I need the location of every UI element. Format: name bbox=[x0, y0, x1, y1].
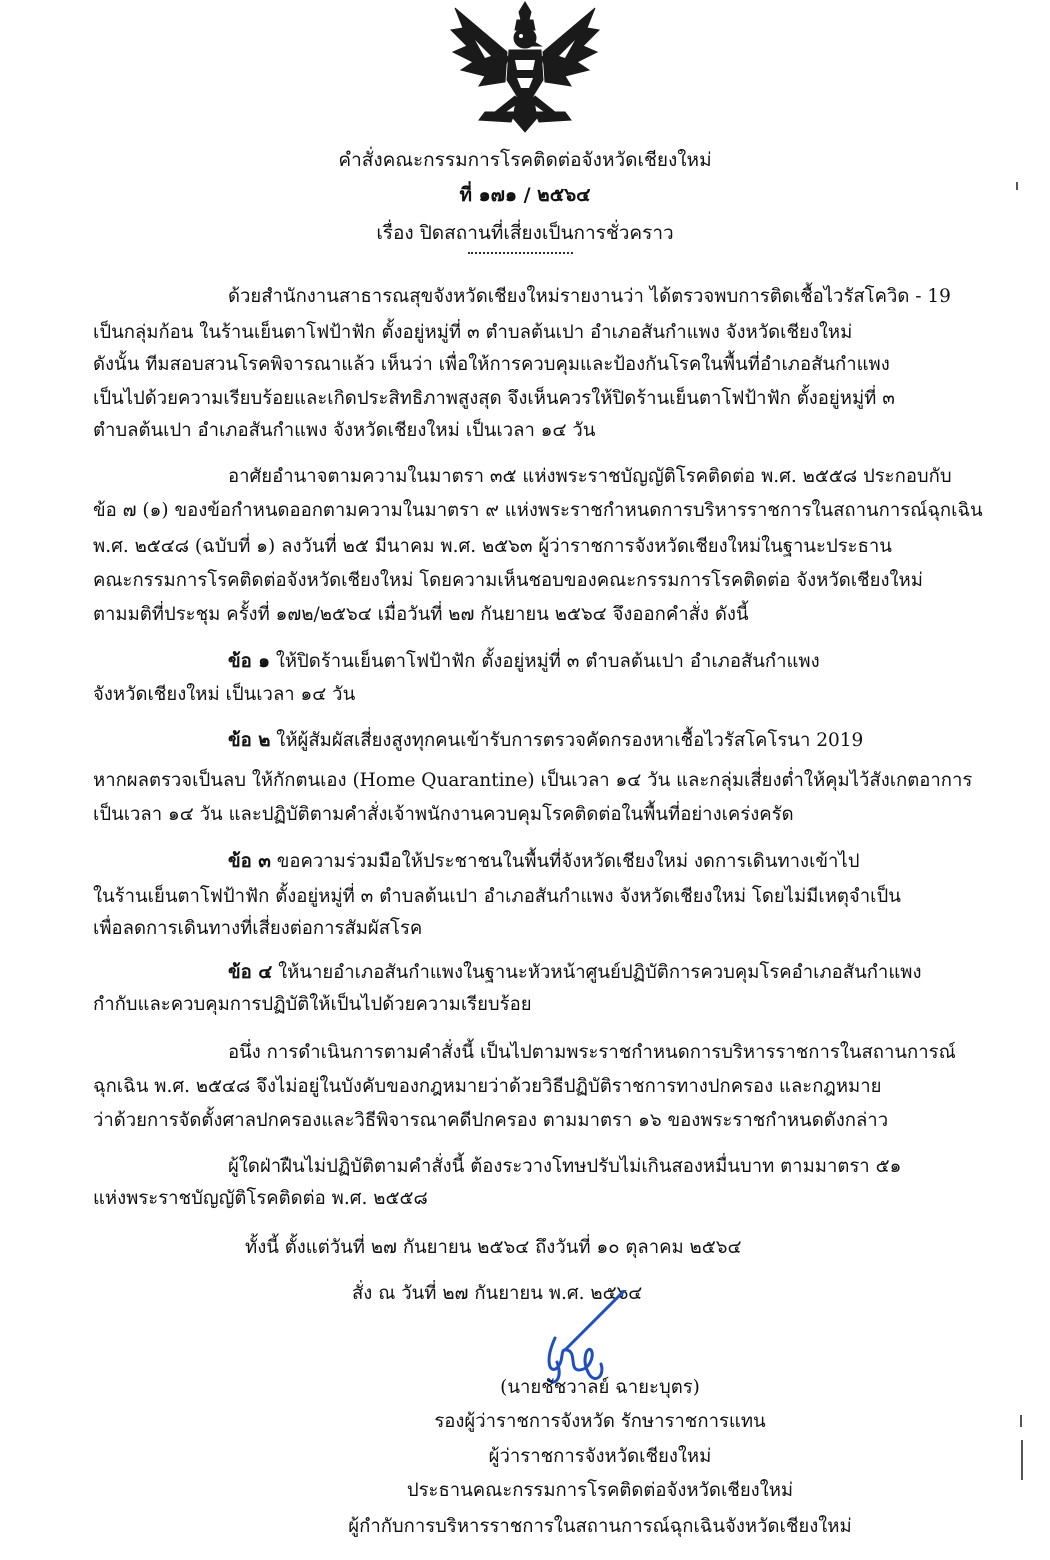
signer-position: ผู้กำกับการบริหารราชการในสถานการณ์ฉุกเฉินจังหวัดเชียงใหม่ bbox=[348, 1516, 852, 1537]
paragraph-line: ว่าด้วยการจัดตั้งศาลปกครองและวิธีพิจารณาคดีปกครอง ตามมาตรา ๑๖ ของพระราชกำหนดดังกล่าว bbox=[93, 1110, 889, 1131]
paragraph-line: ในร้านเย็นตาโฟป้าฟัก ตั้งอยู่หมู่ที่ ๓ ตำบลต้นเปา อำเภอสันกำแพง จังหวัดเชียงใหม่ โดยไม่มีเหตุจำเป็น bbox=[93, 886, 901, 907]
dotted-divider bbox=[468, 252, 573, 254]
paragraph-line: เป็นไปด้วยความเรียบร้อยและเกิดประสิทธิภาพสูงสุด จึงเห็นควรให้ปิดร้านเย็นตาโฟป้าฟัก ตั้งอยู่หมู่ที่ ๓ bbox=[93, 388, 895, 409]
clause-2-text: ให้ผู้สัมผัสเสี่ยงสูงทุกคนเข้ารับการตรวจคัดกรองหาเชื้อไวรัสโคโรนา 2019 bbox=[270, 730, 864, 751]
clause-1-label: ข้อ ๑ bbox=[228, 651, 270, 672]
signer-position: ประธานคณะกรรมการโรคติดต่อจังหวัดเชียงใหม่ bbox=[406, 1480, 794, 1501]
paragraph-line: เพื่อลดการเดินทางที่เสี่ยงต่อการสัมผัสโรค bbox=[93, 918, 423, 939]
signer-name: (นายชัชวาลย์ ฉายะบุตร) bbox=[500, 1377, 700, 1398]
paragraph-line: หากผลตรวจเป็นลบ ให้กักตนเอง (Home Quarantine) เป็นเวลา ๑๔ วัน และกลุ่มเสี่ยงต่ำให้คุมไว้สังเกตอาการ bbox=[93, 770, 973, 791]
clause-3-text: ขอความร่วมมือให้ประชาชนในพื้นที่จังหวัดเชียงใหม่ งดการเดินทางเข้าไป bbox=[270, 851, 860, 872]
paragraph-line: เป็นเวลา ๑๔ วัน และปฏิบัติตามคำสั่งเจ้าพนักงานควบคุมโรคติดต่อในพื้นที่อย่างเคร่งครัด bbox=[93, 804, 794, 825]
clause-2-line bbox=[228, 726, 863, 756]
clause-3-label: ข้อ ๓ bbox=[228, 851, 271, 872]
order-title: คำสั่งคณะกรรมการโรคติดต่อจังหวัดเชียงใหม่ bbox=[338, 149, 712, 171]
paragraph-line: ตามมติที่ประชุม ครั้งที่ ๑๗๒/๒๕๖๔ เมื่อวันที่ ๒๗ กันยายน ๒๕๖๔ จึงออกคำสั่ง ดังนี้ bbox=[93, 604, 749, 625]
order-date: สั่ง ณ วันที่ ๒๗ กันยายน พ.ศ. ๒๕๖๔ bbox=[352, 1283, 643, 1304]
paragraph-line: พ.ศ. ๒๕๔๘ (ฉบับที่ ๑) ลงวันที่ ๒๕ มีนาคม พ.ศ. ๒๕๖๓ ผู้ว่าราชการจังหวัดเชียงใหม่ในฐานะประธาน bbox=[93, 536, 892, 557]
paragraph-line: ด้วยสำนักงานสาธารณสุขจังหวัดเชียงใหม่รายงานว่า ได้ตรวจพบการติดเชื้อไวรัสโควิด - 19 bbox=[228, 286, 951, 307]
clause-4-line bbox=[228, 958, 921, 988]
clause-3-line bbox=[228, 847, 859, 877]
paragraph-line: จังหวัดเชียงใหม่ เป็นเวลา ๑๔ วัน bbox=[93, 684, 356, 705]
order-subject: เรื่อง ปิดสถานที่เสี่ยงเป็นการชั่วคราว bbox=[376, 222, 674, 244]
clause-1-line bbox=[228, 647, 820, 677]
paragraph-line: ดังนั้น ทีมสอบสวนโรคพิจารณาแล้ว เห็นว่า เพื่อให้การควบคุมและป้องกันโรคในพื้นที่อำเภอสันกำแพง bbox=[93, 354, 890, 375]
paragraph-line: คณะกรรมการโรคติดต่อจังหวัดเชียงใหม่ โดยความเห็นชอบของคณะกรรมการโรคติดต่อ จังหวัดเชียงใหม่ bbox=[93, 570, 923, 591]
order-number: ที่ ๑๗๑ / ๒๕๖๔ bbox=[459, 184, 591, 206]
paragraph-line: กำกับและควบคุมการปฏิบัติให้เป็นไปด้วยความเรียบร้อย bbox=[93, 994, 532, 1015]
paragraph-line: อนึ่ง การดำเนินการตามคำสั่งนี้ เป็นไปตามพระราชกำหนดการบริหารราชการในสถานการณ์ bbox=[228, 1042, 956, 1063]
paragraph-line: ข้อ ๗ (๑) ของข้อกำหนดออกตามความในมาตรา ๙ แห่งพระราชกำหนดการบริหารราชการในสถานการณ์ฉุกเฉิน bbox=[93, 500, 983, 521]
clause-4-text: ให้นายอำเภอสันกำแพงในฐานะหัวหน้าศูนย์ปฏิบัติการควบคุมโรคอำเภอสันกำแพง bbox=[272, 962, 922, 983]
scan-mark bbox=[1021, 1440, 1023, 1480]
signer-position: รองผู้ว่าราชการจังหวัด รักษาราชการแทน bbox=[434, 1411, 766, 1432]
paragraph-line: อาศัยอำนาจตามความในมาตรา ๓๕ แห่งพระราชบัญญัติโรคติดต่อ พ.ศ. ๒๕๕๘ ประกอบกับ bbox=[228, 466, 952, 487]
scan-mark bbox=[1020, 1415, 1022, 1427]
paragraph-line: ฉุกเฉิน พ.ศ. ๒๕๔๘ จึงไม่อยู่ในบังคับของกฎหมายว่าด้วยวิธีปฏิบัติราชการทางปกครอง และกฎหมาย bbox=[93, 1076, 882, 1097]
paragraph-line: ผู้ใดฝ่าฝืนไม่ปฏิบัติตามคำสั่งนี้ ต้องระวางโทษปรับไม่เกินสองหมื่นบาท ตามมาตรา ๕๑ bbox=[228, 1156, 902, 1177]
effective-period: ทั้งนี้ ตั้งแต่วันที่ ๒๗ กันยายน ๒๕๖๔ ถึงวันที่ ๑๐ ตุลาคม ๒๕๖๔ bbox=[245, 1237, 742, 1258]
paragraph-line: ตำบลต้นเปา อำเภอสันกำแพง จังหวัดเชียงใหม่ เป็นเวลา ๑๔ วัน bbox=[93, 420, 596, 441]
paragraph-line: เป็นกลุ่มก้อน ในร้านเย็นตาโฟป้าฟัก ตั้งอยู่หมู่ที่ ๓ ตำบลต้นเปา อำเภอสันกำแพง จังหวัดเชียงใหม่ bbox=[93, 322, 853, 343]
clause-4-label: ข้อ ๔ bbox=[228, 962, 273, 983]
paragraph-line: แห่งพระราชบัญญัติโรคติดต่อ พ.ศ. ๒๕๕๘ bbox=[93, 1188, 428, 1209]
clause-2-label: ข้อ ๒ bbox=[228, 730, 271, 751]
clause-1-text: ให้ปิดร้านเย็นตาโฟป้าฟัก ตั้งอยู่หมู่ที่ ๓ ตำบลต้นเปา อำเภอสันกำแพง bbox=[269, 651, 820, 672]
signer-position: ผู้ว่าราชการจังหวัดเชียงใหม่ bbox=[488, 1446, 712, 1467]
garuda-emblem-icon bbox=[445, 0, 605, 135]
scan-mark bbox=[1016, 182, 1018, 190]
